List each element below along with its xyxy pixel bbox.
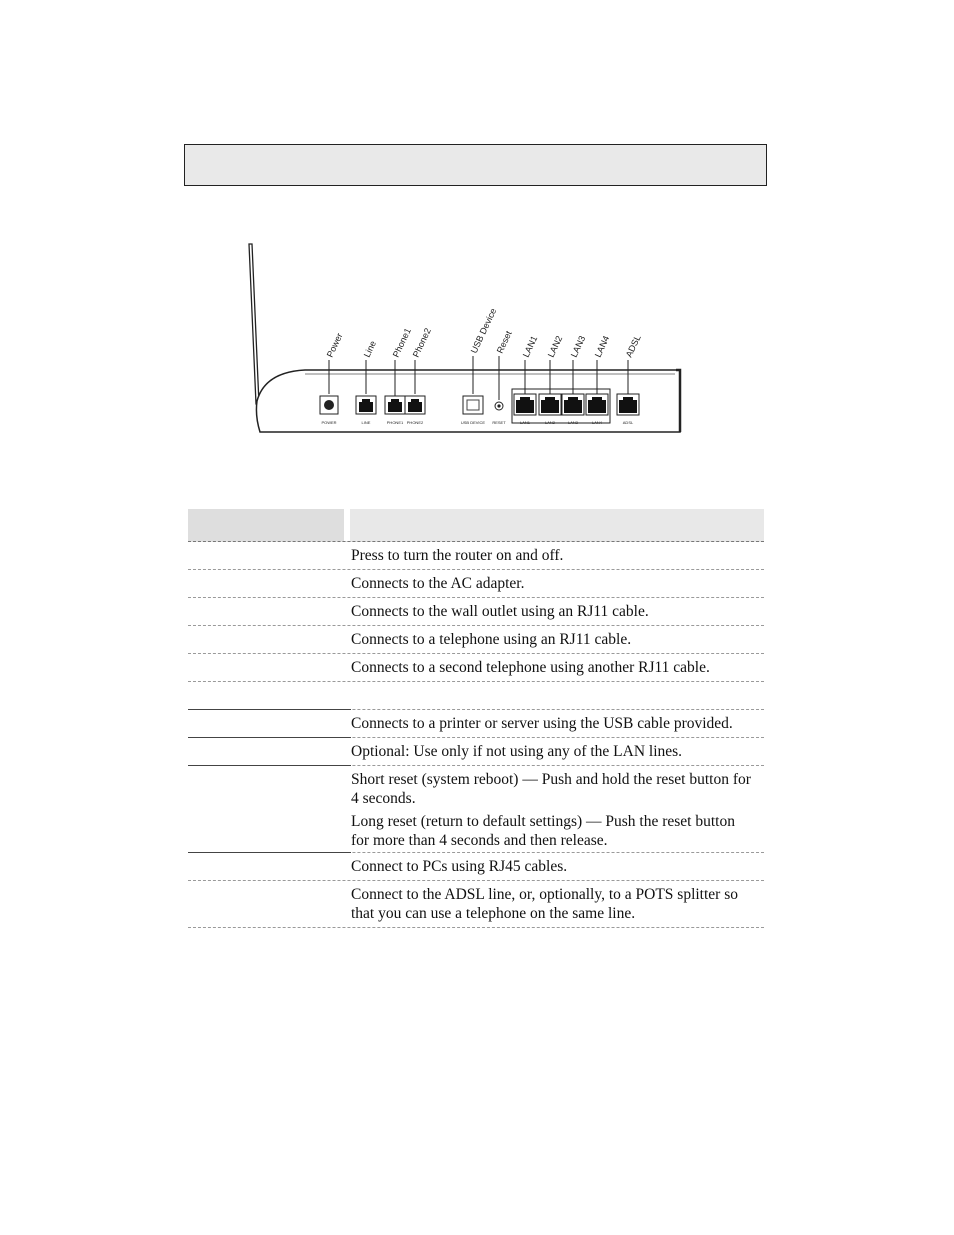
description-text: Short reset (system reboot) — Push and hold the reset button for 4 seconds. (351, 771, 751, 807)
description-text: Optional: Use only if not using any of the LAN lines. (351, 743, 683, 760)
callout-label: LAN1 (520, 334, 540, 359)
callout-label: Reset (494, 329, 514, 355)
section-title-box (184, 144, 767, 186)
table-row (188, 542, 764, 570)
panel-label: LAN2 (544, 420, 556, 425)
description-text: Connects to the AC adapter. (351, 575, 525, 592)
panel-label: LAN3 (567, 420, 579, 425)
port-name-cell (188, 542, 351, 569)
table-row (188, 598, 764, 626)
port-name-cell (188, 682, 351, 710)
port-name-cell (188, 881, 351, 927)
table-row (188, 853, 764, 881)
description-text: Press to turn the router on and off. (351, 547, 564, 564)
header-cell-description (350, 509, 764, 541)
panel-label: USB DEVICE (460, 420, 486, 425)
description-text: Connects to a printer or server using the USB cable provided. (351, 715, 733, 732)
description-cell (351, 766, 764, 852)
table-row (188, 570, 764, 598)
description-text: Connect to PCs using RJ45 cables. (351, 858, 568, 875)
table-row (188, 881, 764, 928)
table-row (188, 654, 764, 682)
description-text: Connects to a telephone using an RJ11 cable. (351, 631, 632, 648)
port-description-table (188, 509, 764, 928)
table-row (188, 626, 764, 654)
description-cell (351, 853, 764, 880)
description-text: Connects to a second telephone using another RJ11 cable. (351, 659, 710, 676)
description-cell (351, 738, 764, 765)
port-name-cell (188, 853, 351, 880)
panel-label: PHONE1 (386, 420, 404, 425)
port-name-cell (188, 598, 351, 625)
table-row (188, 710, 764, 738)
description-text: Long reset (return to default settings) — Push the reset button for more than 4 seconds and then release. (351, 813, 735, 849)
table-row (188, 682, 764, 710)
header-cell-port (188, 509, 344, 541)
callout-label: Line (361, 339, 379, 359)
callout-label: Phone1 (390, 326, 413, 359)
port-name-cell (188, 738, 351, 766)
description-cell (351, 682, 764, 709)
port-usb-device (461, 396, 486, 425)
callout-label: Power (324, 331, 345, 359)
ports-group (320, 307, 643, 425)
callout-label: Phone2 (410, 326, 433, 359)
panel-label: LINE (361, 420, 371, 425)
description-cell (351, 542, 764, 569)
port-phone2 (405, 396, 425, 425)
port-name-cell (188, 654, 351, 681)
router-rear-panel-diagram (225, 236, 695, 448)
description-cell (351, 881, 764, 927)
port-name-cell (188, 710, 351, 738)
panel-label: RESET (492, 420, 506, 425)
panel-label: ADSL (622, 420, 634, 425)
callout-label: USB Device (468, 306, 499, 355)
antenna (249, 244, 259, 404)
callout-label: LAN3 (568, 334, 588, 359)
panel-label: POWER (321, 420, 337, 425)
description-cell (351, 626, 764, 653)
panel-label: PHONE2 (406, 420, 424, 425)
port-phone1 (385, 396, 405, 425)
description-cell (351, 570, 764, 597)
description-text: Connects to the wall outlet using an RJ11 cable. (351, 603, 649, 620)
callout-label: LAN4 (592, 334, 612, 359)
table-header (188, 509, 764, 542)
port-name-cell (188, 570, 351, 597)
table-row (188, 766, 764, 853)
description-cell (351, 710, 764, 737)
port-name-cell (188, 626, 351, 653)
table-body (188, 542, 764, 928)
port-name-cell (188, 766, 351, 853)
table-row (188, 738, 764, 766)
port-power (320, 396, 338, 425)
callout-label: ADSL (623, 333, 643, 359)
panel-label: LAN4 (591, 420, 603, 425)
callout-label: LAN2 (545, 334, 565, 359)
panel-label: LAN1 (519, 420, 531, 425)
description-text: Connect to the ADSL line, or, optionally, to a POTS splitter so that you can use a telephone on the same line. (351, 886, 738, 922)
description-cell (351, 598, 764, 625)
description-cell (351, 654, 764, 681)
